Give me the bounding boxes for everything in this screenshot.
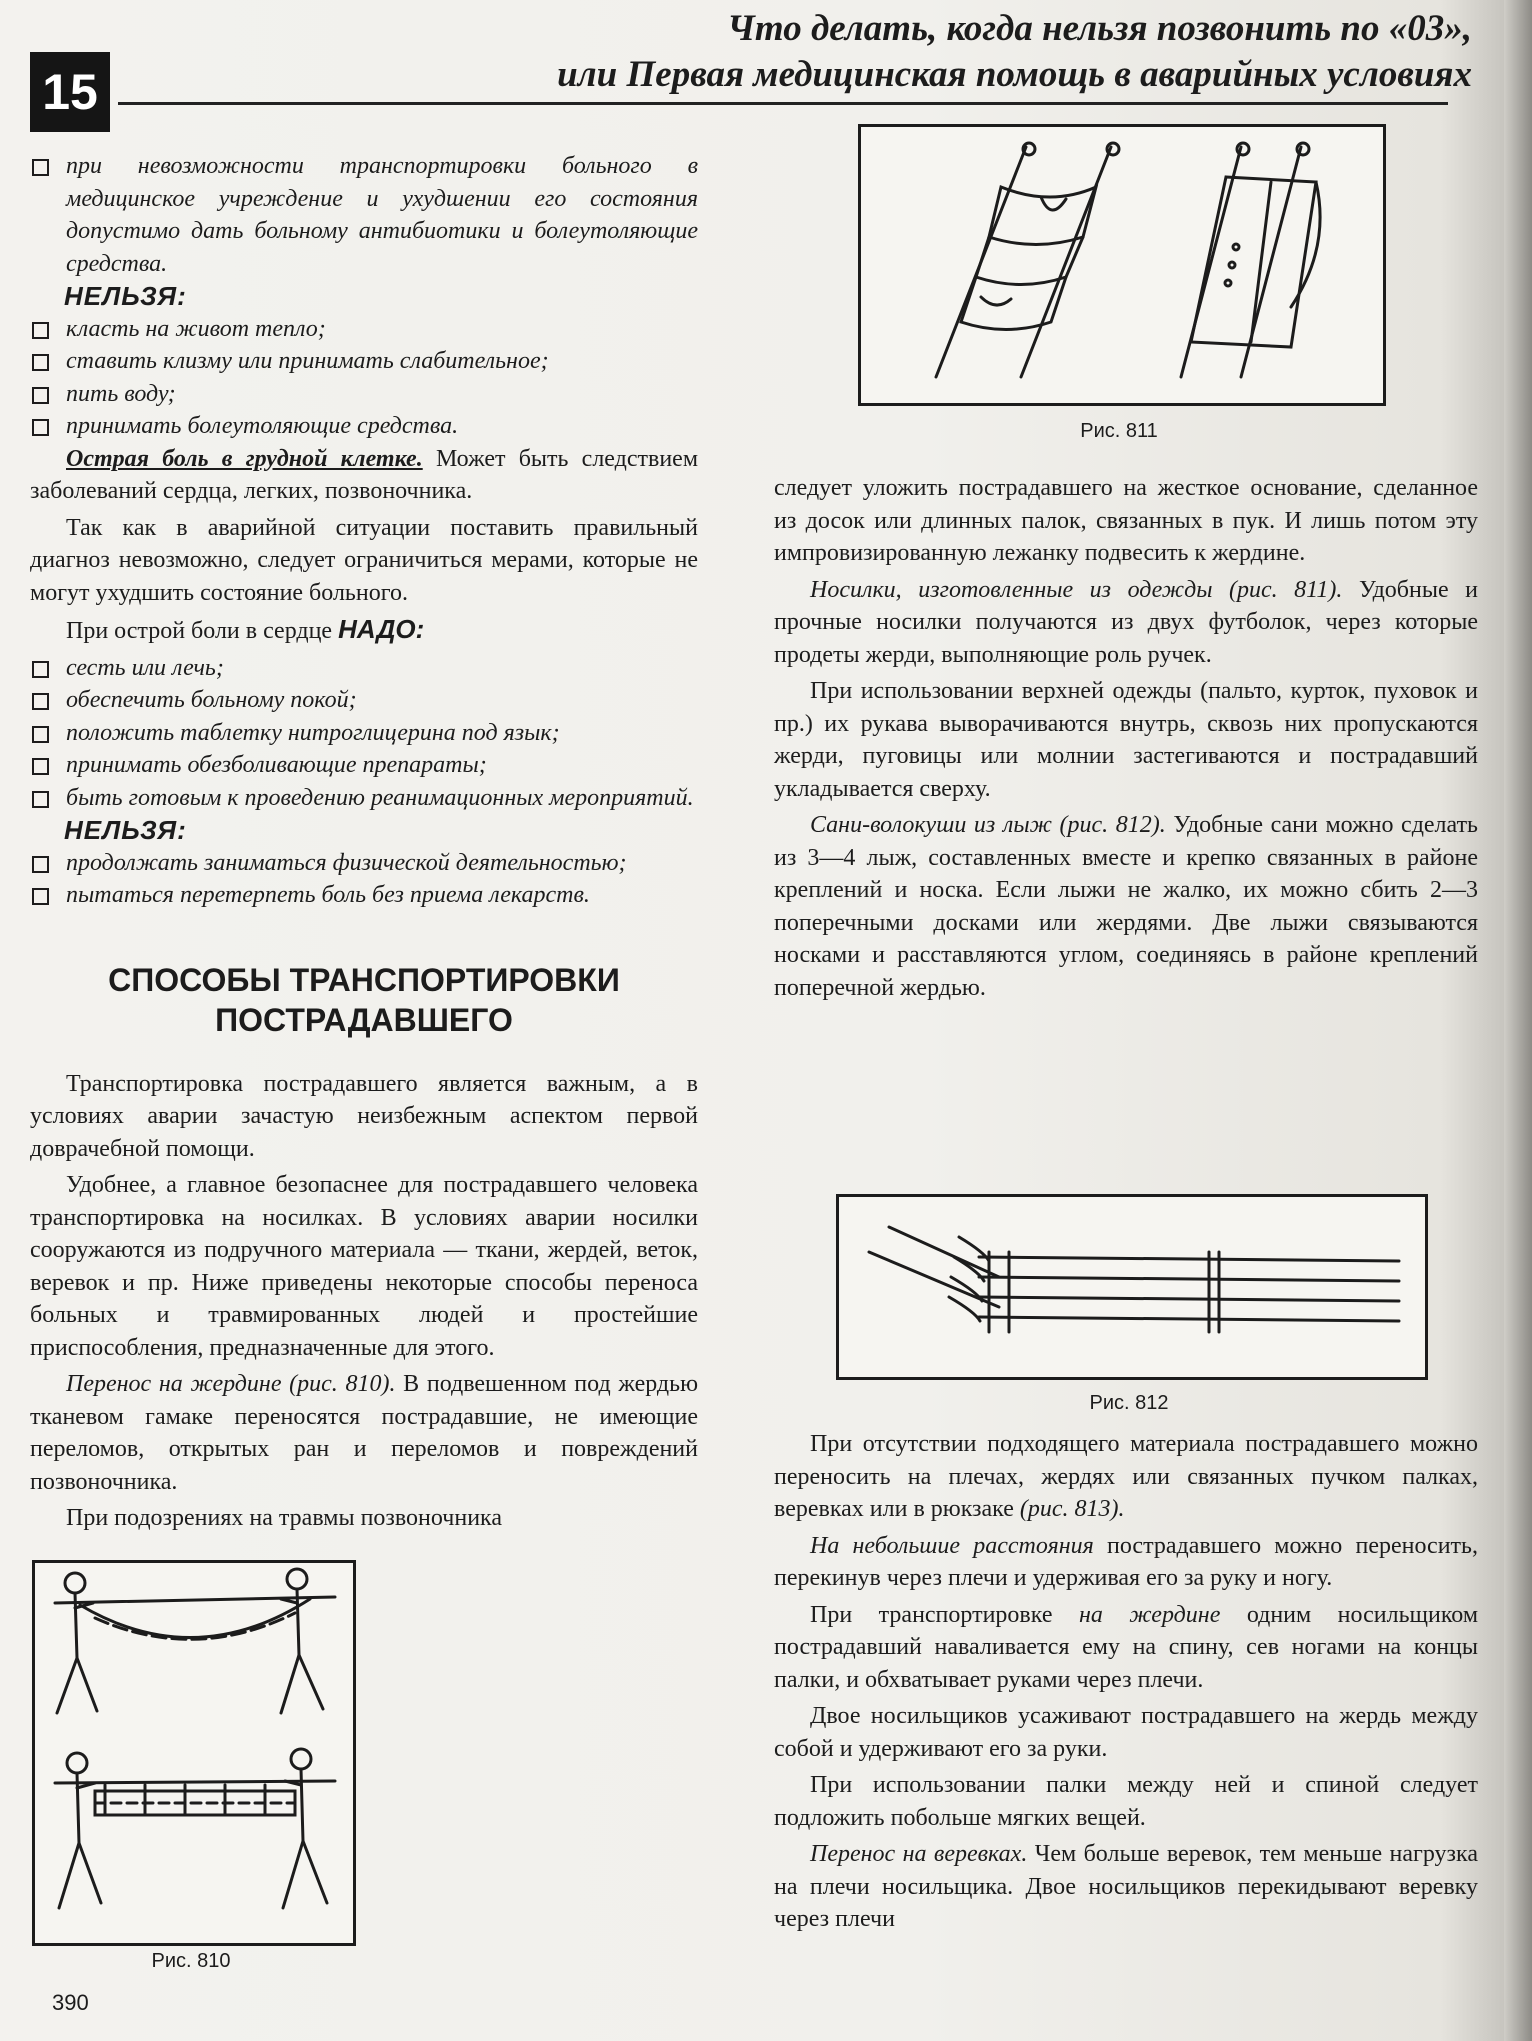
heart-pain-paragraph [30,613,698,648]
ski-sled-paragraph [774,809,1478,1004]
right-column-top [774,472,1478,1008]
list-item: продолжать заниматься физической деятельностью; [30,847,698,880]
pole-text: В подвешенном под жердью тканевом гамаке переносятся пострадавшие, не имеющие переломов, открытых ран и переломов и повреждений позвоночника. [30,1371,699,1495]
pole-title: Перенос на жердине (рис. 810). [66,1371,396,1397]
board-paragraph: следует уложить пострадавшего на жесткое основание, сделанное из досок или длинных палок, связанных в пук. И лишь потом эту импровизированную лежанку подвесить к жердине. [774,475,1478,566]
forbidden-heading: НЕЛЬЗЯ: [64,281,187,311]
list-item: быть готовым к проведению реанимационных мероприятий. [30,782,698,815]
rope-text: Чем больше веревок, тем меньше нагрузка на плечи носильщика. Двое носильщиков перекидывают веревку через плечи [774,1841,1478,1932]
list-item: класть на живот тепло; [30,313,698,346]
ski-text: Удобные сани можно сделать из 3—4 лыж, составленных вместе и крепко связанных в районе креплений и носка. Если лыжи не жалко, их можно сбить 2—3 поперечными досками или жердями. Две лыжи связываются носками и расставляются углом, соединяясь в районе креплений поперечной жердью. [774,812,1478,1001]
figure-810 [32,1560,356,1946]
header-rule [118,102,1448,105]
right-column-bottom [774,1428,1478,1940]
running-header [312,6,1472,98]
list-item: ставить клизму или принимать слабительное; [30,345,698,378]
page-number: 390 [52,1990,89,2015]
figure-811-caption: Рис. 811 [1080,420,1158,442]
heart-pain-lead: При острой боли в сердце [66,618,333,644]
short-distance-paragraph [774,1530,1478,1595]
list-item: положить таблетку нитроглицерина под язык; [30,717,698,750]
single-bearer-paragraph [774,1599,1478,1697]
figure-812 [836,1194,1428,1380]
short-distance-title: На небольшие расстояния [810,1532,1094,1559]
no-material-paragraph [774,1428,1478,1526]
ski-title: Сани-волокуши из лыж (рис. 812). [810,812,1166,838]
figure-812-caption: Рис. 812 [1089,1392,1169,1414]
intro-list [30,150,698,280]
stick-back-paragraph: При использовании палки между ней и спиной следует подложить побольше мягких вещей. [774,1772,1478,1831]
transport-paragraph-1: Транспортировка пострадавшего является важным, а в условиях аварии зачастую неизбежным аспектом первой доврачебной помощи. [30,1070,698,1162]
chest-pain-paragraph [30,443,698,508]
must-word: НАДО: [338,614,425,644]
header-title-line1: Что делать, когда нельзя позвонить по «03», [727,8,1472,49]
figure-811 [858,124,1386,406]
clothes-stretcher-paragraph [774,574,1478,672]
hammock-carry-illustration [35,1563,353,1943]
chapter-number-badge: 15 [30,52,110,132]
pole-lead: При транспортировке [810,1601,1053,1628]
clothes-title: Носилки, изготовленные из одежды (рис. 811). [810,576,1343,603]
rope-paragraph [774,1838,1478,1936]
header-title-line2: или Первая медицинская помощь в аварийных условиях [557,54,1472,95]
list-item: принимать болеутоляющие средства. [30,410,698,443]
list-item: сесть или лечь; [30,652,698,685]
spine-paragraph: При подозрениях на травмы позвоночника [66,1505,502,1531]
forbidden-list-2 [30,847,698,912]
page-edge-shadow [1504,0,1532,2041]
no-material-text: При отсутствии подходящего материала пострадавшего можно переносить на плечах, жердях или связанных пучком палках, веревках или в рюкзаке [774,1431,1478,1522]
forbidden-heading: НЕЛЬЗЯ: [64,815,187,845]
list-item: пытаться перетерпеть боль без приема лекарств. [30,879,698,912]
forbidden-list-1 [30,313,698,443]
chest-pain-title: Острая боль в грудной клетке. [66,445,423,472]
no-material-ref: (рис. 813). [1019,1496,1125,1522]
pole-paragraph [30,1368,698,1498]
outer-clothes-paragraph: При использовании верхней одежды (пальто, курток, пуховок и пр.) их рукава выворачиваются внутрь, сквозь них пропускаются жерди, пуговицы или молнии застегиваются и пострадавший укладывается сверху. [774,678,1478,802]
chest-pain-text: Может быть следствием заболеваний сердца, легких, позвоночника. [30,445,699,504]
figure-810-caption: Рис. 810 [151,1950,231,1972]
two-bearers-paragraph: Двое носильщиков усаживают пострадавшего на жердь между собой и удерживают его за руки. [774,1703,1478,1762]
pole-italic: на жердине [1078,1601,1221,1628]
list-item: обеспечить больному покой; [30,684,698,717]
transport-paragraph-2: Удобнее, а главное безопаснее для пострадавшего человека транспортировка на носилках. В условиях аварии носилки сооружаются из подручного материала — ткани, жердей, веток, веревок и пр. Ниже приведены некоторые способы переноса больных и травмированных людей и простейшие приспособления, предназначенные для этого. [30,1172,698,1361]
short-distance-text: пострадавшего можно переносить, перекинув через плечи и удерживая его за руку и ногу. [774,1532,1478,1591]
list-item: пить воду; [30,378,698,411]
rope-title: Перенос на веревках. [810,1841,1028,1867]
list-item: принимать обезболивающие препараты; [30,749,698,782]
left-column [30,150,698,1539]
list-item: при невозможности транспортировки больного в медицинское учреждение и ухудшении его состояния допустимо дать больному антибиотики и болеутоляющие средства. [30,150,698,280]
pole-rest: одним носильщиком пострадавший наваливается ему на спину, сев ногами на концы палки, и обхватывает руками через плечи. [774,1601,1479,1693]
clothes-text: Удобные и прочные носилки получаются из двух футболок, через которые продеты жерди, выполняющие роль ручек. [774,576,1479,668]
must-list [30,652,698,815]
section-title: СПОСОБЫ ТРАНСПОРТИРОВКИ ПОСТРАДАВШЕГО [108,961,620,1038]
ski-sled-illustration [839,1197,1425,1377]
emergency-paragraph: Так как в аварийной ситуации поставить правильный диагноз невозможно, следует ограничиться мерами, которые не могут ухудшить состояние больного. [30,514,698,606]
clothes-stretcher-illustration [861,127,1383,403]
